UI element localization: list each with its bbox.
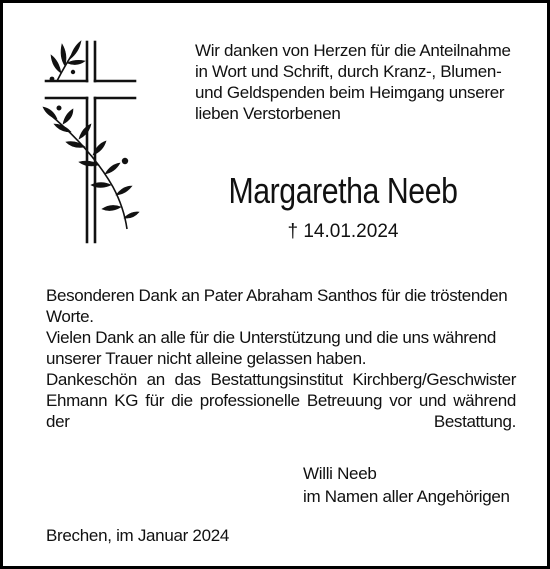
- intro-line: Wir danken von Herzen für die Anteilnahme: [195, 41, 511, 60]
- signature-name: Willi Neeb: [303, 464, 377, 483]
- place-and-date: Brechen, im Januar 2024: [46, 526, 230, 545]
- intro-text: [195, 40, 525, 124]
- intro-line: und Geldspenden beim Heimgang unserer: [195, 83, 505, 102]
- death-date: † 14.01.2024: [287, 221, 399, 242]
- signature-subline: im Namen aller Angehörigen: [303, 487, 510, 506]
- deceased-name: Margaretha Neeb: [228, 170, 458, 211]
- thanks-paragraph: Dankeschön an das Bestattungsinstitut Kirchberg/Geschwister Ehmann KG für die professionelle Betreuung vor und während der Bestattung.: [46, 370, 516, 431]
- intro-line: lieben Verstorbenen: [195, 104, 341, 123]
- signature: [303, 462, 533, 508]
- thanks-body: [46, 285, 516, 453]
- thanks-paragraph: Besonderen Dank an Pater Abraham Santhos für die tröstenden Worte.: [46, 286, 508, 326]
- cross-with-olive-branch-icon: [41, 37, 141, 247]
- thanks-paragraph: Vielen Dank an alle für die Unterstützung und die uns während unserer Trauer nicht alleine gelassen haben.: [46, 328, 496, 368]
- intro-line: in Wort und Schrift, durch Kranz-, Blumen-: [195, 62, 502, 81]
